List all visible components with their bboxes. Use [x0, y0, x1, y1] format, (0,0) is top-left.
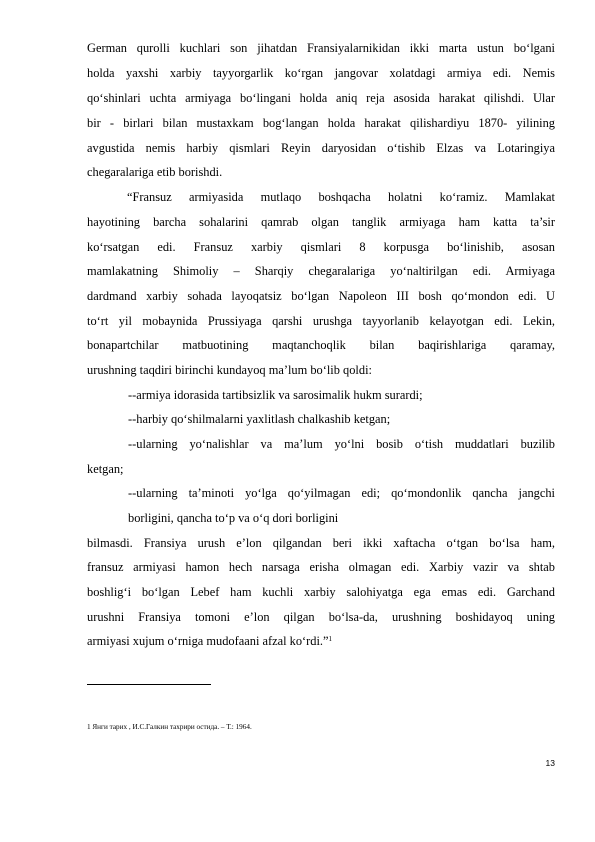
quote-line-8: urushning taqdiri birinchi kundayoq ma’lum bo‘lib qoldi: [87, 363, 372, 377]
footnote-marker: 1 [328, 635, 333, 643]
body-line-1: German qurolli kuchlari son jihatdan Fransiyalarnikidan ikki marta ustun bo‘lgani [87, 41, 555, 55]
quote-line-3: ko‘rsatgan edi. Fransuz xarbiy qismlari 8 korpusga bo‘linishib, asosan [87, 240, 555, 254]
body-line-2: holda yaxshi xarbiy tayyorgarlik ko‘rgan jangovar xolatdagi armiya edi. Nemis [87, 66, 555, 80]
body-line-11-text: armiyasi xujum o‘rniga mudofaani afzal ko‘rdi.” [87, 634, 329, 648]
list-item-4-continued: borligini, qancha to‘p va o‘q dori borligini [128, 511, 339, 525]
body-line-11 [87, 633, 555, 649]
list-item-3: --ularning yo‘nalishlar va ma’lum yo‘lni bosib o‘tish muddatlari buzilib [128, 437, 555, 451]
quote-line-2: hayotining barcha sohalarini qamrab olgan tanglik armiyaga ham katta ta’sir [87, 215, 555, 229]
body-line-5: avgustida nemis harbiy qismlari Reyin daryosidan o‘tishib Elzas va Lotaringiya [87, 141, 555, 155]
quote-line-6: to‘rt yil mobaynida Prussiyaga qarshi urushga tayyorlanib kelayotgan edi. Lekin, [87, 314, 555, 328]
body-line-9: boshlig‘i bo‘lgan Lebef ham kuchli xarbiy salohiyatga ega emas edi. Garchand [87, 585, 555, 599]
list-item-1: --armiya idorasida tartibsizlik va sarosimalik hukm surardi; [128, 388, 423, 402]
footnote-separator [87, 684, 211, 685]
footnote: 1 Янги тарих , И.С.Галкин тахрири остида. – Т.: 1964. [87, 723, 252, 731]
body-line-3: qo‘shinlari uchta armiyaga bo‘lingani holda aniq reja asosida harakat qilishdi. Ular [87, 91, 555, 105]
body-line-8: fransuz armiyasi hamon hech narsaga erisha olmagan edi. Xarbiy vazir va shtab [87, 560, 555, 574]
list-item-3-continued: ketgan; [87, 462, 124, 476]
body-line-10: urushni Fransiya tomoni e’lon qilgan bo‘lsa-da, urushning boshidayoq uning [87, 610, 555, 624]
quote-line-4: mamlakatning Shimoliy – Sharqiy chegaralariga yo‘naltirilgan edi. Armiyaga [87, 264, 555, 278]
body-line-7: bilmasdi. Fransiya urush e’lon qilgandan beri ikki xaftacha o‘tgan bo‘lsa ham, [87, 536, 555, 550]
quote-line-7: bonapartchilar matbuotining maqtanchoqlik bilan baqirishlariga qaramay, [87, 338, 555, 352]
page-number: 13 [545, 758, 555, 768]
list-item-2: --harbiy qo‘shilmalarni yaxlitlash chalkashib ketgan; [128, 412, 391, 426]
body-line-6: chegaralariga etib borishdi. [87, 165, 223, 179]
quote-line-1: “Fransuz armiyasida mutlaqo boshqacha holatni ko‘ramiz. Mamlakat [127, 190, 555, 204]
body-line-4: bir - birlari bilan mustaxkam bog‘langan holda harakat qilishardiyu 1870- yilining [87, 116, 555, 130]
quote-line-5: dardmand xarbiy sohada layoqatsiz bo‘lgan Napoleon III bosh qo‘mondon edi. U [87, 289, 555, 303]
list-item-4: --ularning ta’minoti yo‘lga qo‘yilmagan edi; qo‘mondonlik qancha jangchi [128, 486, 555, 500]
